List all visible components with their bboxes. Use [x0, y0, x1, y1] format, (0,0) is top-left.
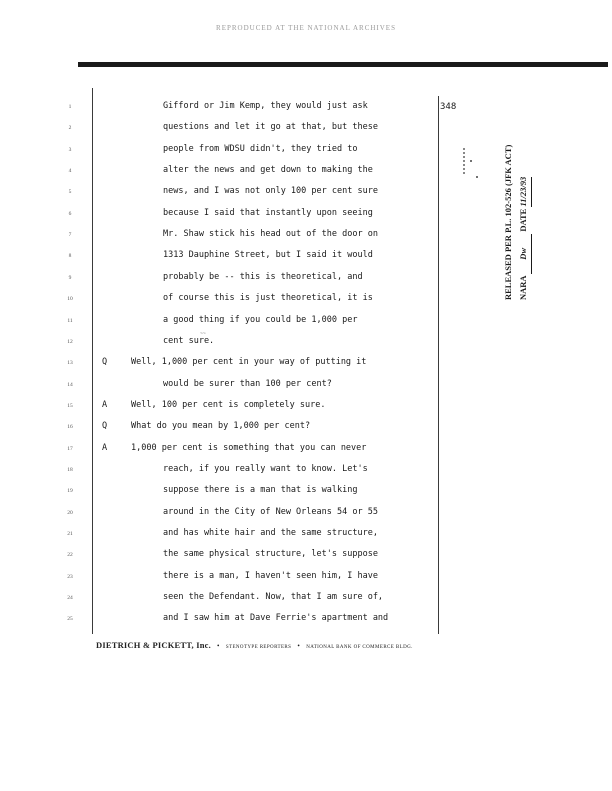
line-number: 22 [67, 552, 73, 559]
line-number: 18 [67, 466, 73, 473]
line-text: Gifford or Jim Kemp, they would just ask [163, 101, 368, 111]
date-label: DATE [518, 208, 528, 232]
line-number: 17 [67, 445, 73, 452]
transcript-line [0, 568, 438, 588]
line-number: 1 [68, 104, 72, 110]
line-number: 8 [68, 253, 72, 260]
line-number: 19 [67, 488, 73, 495]
speaker-label: A [102, 442, 108, 453]
line-text: would be surer than 100 per cent? [163, 378, 332, 389]
line-text: Mr. Shaw stick his head out of the door on [163, 229, 378, 240]
transcript-line [0, 312, 438, 332]
speaker-label: Q [102, 357, 108, 368]
reporter-footer [96, 640, 413, 650]
margin-dot [476, 176, 478, 178]
line-text: Well, 100 per cent is completely sure. [131, 399, 326, 410]
handwritten-mark: ~~ [200, 331, 206, 337]
line-text: because I said that instantly upon seeing [163, 207, 373, 218]
line-text: suppose there is a man that is walking [163, 485, 358, 496]
line-text: a good thing if you could be 1,000 per [163, 314, 358, 325]
line-text: there is a man, I haven't seen him, I have [163, 570, 378, 581]
line-text: 1313 Dauphine Street, but I said it would [163, 250, 373, 261]
line-text: 1,000 per cent is something that you can never [131, 442, 367, 453]
line-number: 11 [67, 317, 73, 324]
separator-dot: • [217, 642, 220, 650]
line-text: Well, 1,000 per cent in your way of putting it [131, 357, 367, 368]
line-text: probably be -- this is theoretical, and [163, 271, 363, 282]
line-text: people from WDSU didn't, they tried to [163, 143, 358, 154]
line-number: 7 [68, 232, 72, 239]
line-number: 9 [68, 274, 72, 281]
transcript-line [0, 482, 438, 502]
line-text: around in the City of New Orleans 54 or 55 [163, 506, 378, 517]
speaker-label: Q [102, 421, 108, 432]
transcript-line [0, 610, 438, 630]
line-number: 10 [67, 296, 73, 303]
transcript-line [0, 589, 438, 609]
address-label: NATIONAL BANK OF COMMERCE BLDG. [306, 645, 413, 650]
transcript-line [0, 354, 438, 374]
transcript-line [0, 504, 438, 524]
line-number: 4 [68, 168, 72, 175]
line-text: reach, if you really want to know. Let's [163, 463, 368, 474]
line-number: 5 [68, 189, 72, 196]
transcript-line [0, 98, 438, 118]
transcript-line [0, 418, 438, 438]
line-text: and has white hair and the same structure, [163, 528, 378, 538]
transcript-line [0, 397, 438, 417]
transcript-line [0, 525, 438, 545]
transcript-line [0, 290, 438, 310]
line-text: the same physical structure, let's suppose [163, 549, 378, 560]
line-text: What do you mean by 1,000 per cent? [131, 421, 311, 432]
separator-dot: • [297, 642, 301, 650]
line-text: seen the Defendant. Now, that I am sure of, [163, 592, 384, 603]
line-text: and I saw him at Dave Ferrie's apartment and [163, 613, 389, 624]
line-number: 15 [67, 402, 73, 409]
line-text: of course this is just theoretical, it is [163, 293, 373, 304]
nara-label: NARA [518, 275, 528, 300]
line-number: 2 [68, 125, 72, 132]
transcript-line [0, 333, 438, 353]
release-initials: Dw [516, 234, 532, 274]
line-text: alter the news and get down to making the [163, 165, 373, 176]
line-number: 6 [68, 210, 72, 217]
line-number: 21 [67, 531, 73, 537]
release-stamp [501, 60, 533, 300]
margin-dot [470, 160, 472, 162]
line-number: 13 [67, 360, 73, 367]
transcript-line [0, 183, 438, 203]
line-text: news, and I was not only 100 per cent sure [163, 186, 378, 197]
release-stamp-line1: RELEASED PER P.L. 102-526 (JFK ACT) [503, 144, 513, 300]
speaker-label: A [102, 399, 108, 410]
line-number: 23 [67, 573, 73, 580]
archives-header-stamp: REPRODUCED AT THE NATIONAL ARCHIVES [216, 24, 396, 32]
transcript-line [0, 440, 438, 460]
line-number: 24 [67, 595, 73, 602]
transcript-line [0, 119, 438, 139]
line-number: 25 [67, 616, 73, 623]
transcript-line [0, 269, 438, 289]
line-number: 3 [68, 146, 72, 153]
transcript-line [0, 247, 438, 267]
firm-name: DIETRICH & PICKETT, Inc. [96, 640, 211, 650]
release-date: 11/23/93 [516, 177, 532, 207]
transcript-line [0, 162, 438, 182]
line-number: 20 [67, 509, 73, 516]
line-text: questions and let it go at that, but these [163, 122, 378, 133]
transcript-line [0, 376, 438, 396]
right-margin-rule [438, 96, 439, 634]
page-number: 348 [440, 102, 457, 112]
line-text: cent sure. [163, 335, 215, 346]
transcript-line [0, 205, 438, 225]
margin-scribble [463, 148, 475, 174]
transcript-line [0, 461, 438, 481]
service-label: STENOTYPE REPORTERS [225, 645, 292, 650]
transcript-line [0, 141, 438, 161]
line-number: 16 [67, 424, 73, 431]
line-number: 12 [67, 338, 73, 345]
release-stamp-line2 [516, 60, 532, 300]
transcript-line [0, 226, 438, 246]
line-number: 14 [67, 381, 73, 388]
transcript-line [0, 546, 438, 566]
